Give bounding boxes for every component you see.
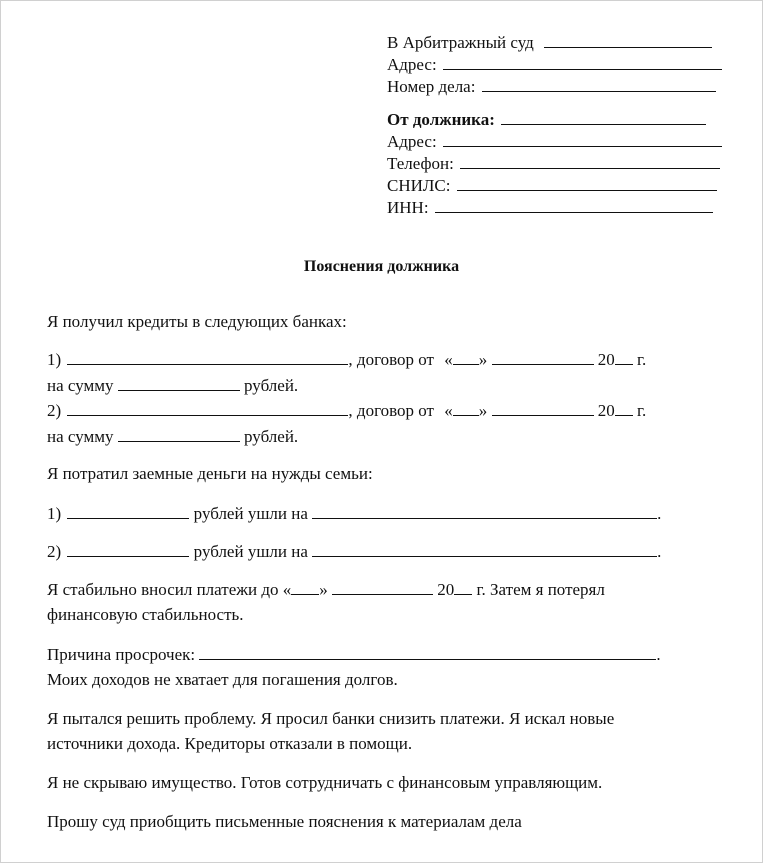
amount-label: на сумму <box>47 376 114 395</box>
quote-close: » <box>478 401 488 420</box>
payments-suffix: г. Затем я потерял <box>476 580 605 599</box>
period: . <box>657 504 662 523</box>
loan-2-year-field[interactable] <box>615 401 633 416</box>
debtor-address-label: Адрес: <box>387 132 437 151</box>
debtor-address-line <box>387 131 722 153</box>
spending-item-number: 2) <box>47 542 62 561</box>
overdue-line <box>47 644 661 666</box>
payments-year-field[interactable] <box>454 580 472 595</box>
quote-close: » <box>478 350 488 369</box>
year-suffix: г. <box>637 350 647 369</box>
phone-line <box>387 153 720 175</box>
loan-2-amount-field[interactable] <box>118 427 240 442</box>
loan-item-number: 2) <box>47 401 62 420</box>
loan-2-month-field[interactable] <box>492 401 594 416</box>
overdue-line-2: Моих доходов не хватает для погашения долгов. <box>47 670 398 689</box>
loan-2-bank-field[interactable] <box>67 401 348 416</box>
debtor-line <box>387 109 706 131</box>
inn-line <box>387 197 713 219</box>
loan-1-amount-field[interactable] <box>118 376 240 391</box>
contract-text: , договор от <box>348 350 434 369</box>
spending-text: рублей ушли на <box>193 504 308 523</box>
period: . <box>657 542 662 561</box>
loan-item-2-amount <box>47 426 298 448</box>
year-suffix: г. <box>637 401 647 420</box>
debtor-name-field[interactable] <box>501 110 706 125</box>
case-number-line <box>387 76 716 98</box>
court-address-field[interactable] <box>443 55 722 70</box>
year-prefix: 20 <box>597 350 615 369</box>
spending-item-2 <box>47 541 661 563</box>
inn-label: ИНН: <box>387 198 429 217</box>
spending-2-purpose-field[interactable] <box>312 542 657 557</box>
efforts-line-2: источники дохода. Кредиторы отказали в помощи. <box>47 734 413 753</box>
payments-line-1 <box>47 579 605 601</box>
contract-text: , договор от <box>348 401 434 420</box>
inn-field[interactable] <box>435 198 713 213</box>
efforts-line-1: Я пытался решить проблему. Я просил банки снизить платежи. Я искал новые <box>47 709 615 728</box>
court-address-label: Адрес: <box>387 55 437 74</box>
quote-open: « <box>444 401 453 420</box>
loan-1-year-field[interactable] <box>615 350 633 365</box>
loan-1-month-field[interactable] <box>492 350 594 365</box>
request-text: Прошу суд приобщить письменные пояснения к материалам дела <box>47 812 522 831</box>
quote-open: « <box>282 580 292 599</box>
loan-item-number: 1) <box>47 350 62 369</box>
payments-day-field[interactable] <box>291 580 319 595</box>
year-prefix: 20 <box>437 580 455 599</box>
payments-month-field[interactable] <box>332 580 433 595</box>
currency-label: рублей. <box>244 376 299 395</box>
spending-intro: Я потратил заемные деньги на нужды семьи: <box>47 464 373 483</box>
case-number-label: Номер дела: <box>387 77 476 96</box>
spending-1-purpose-field[interactable] <box>312 504 657 519</box>
year-prefix: 20 <box>597 401 615 420</box>
court-label: В Арбитражный суд <box>387 33 534 52</box>
spending-1-amount-field[interactable] <box>67 504 189 519</box>
payments-line-2: финансовую стабильность. <box>47 605 244 624</box>
payments-prefix: Я стабильно вносил платежи до <box>47 580 279 599</box>
overdue-label: Причина просрочек: <box>47 645 196 664</box>
debtor-label: От должника: <box>387 110 495 129</box>
spending-item-1 <box>47 503 661 525</box>
loan-2-day-field[interactable] <box>453 401 479 416</box>
quote-open: « <box>444 350 453 369</box>
loan-1-bank-field[interactable] <box>67 350 348 365</box>
court-address-line <box>387 54 722 76</box>
phone-field[interactable] <box>460 154 720 169</box>
spending-item-number: 1) <box>47 504 62 523</box>
phone-label: Телефон: <box>387 154 454 173</box>
debtor-address-field[interactable] <box>443 132 722 147</box>
currency-label: рублей. <box>244 427 299 446</box>
court-name-field[interactable] <box>544 33 712 48</box>
spending-2-amount-field[interactable] <box>67 542 189 557</box>
period: . <box>656 645 661 664</box>
case-number-field[interactable] <box>482 77 716 92</box>
spending-text: рублей ушли на <box>193 542 308 561</box>
loans-intro: Я получил кредиты в следующих банках: <box>47 312 347 331</box>
loan-item-1-amount <box>47 375 298 397</box>
snils-field[interactable] <box>457 176 717 191</box>
loan-item-2 <box>47 400 646 422</box>
cooperation-text: Я не скрываю имущество. Готов сотрудничать с финансовым управляющим. <box>47 773 603 792</box>
document-title: Пояснения должника <box>303 258 460 275</box>
snils-label: СНИЛС: <box>387 176 451 195</box>
loan-1-day-field[interactable] <box>453 350 479 365</box>
amount-label: на сумму <box>47 427 114 446</box>
snils-line <box>387 175 717 197</box>
overdue-reason-field[interactable] <box>199 645 656 660</box>
loan-item-1 <box>47 349 646 371</box>
quote-close: » <box>319 580 328 599</box>
court-line <box>387 32 712 54</box>
